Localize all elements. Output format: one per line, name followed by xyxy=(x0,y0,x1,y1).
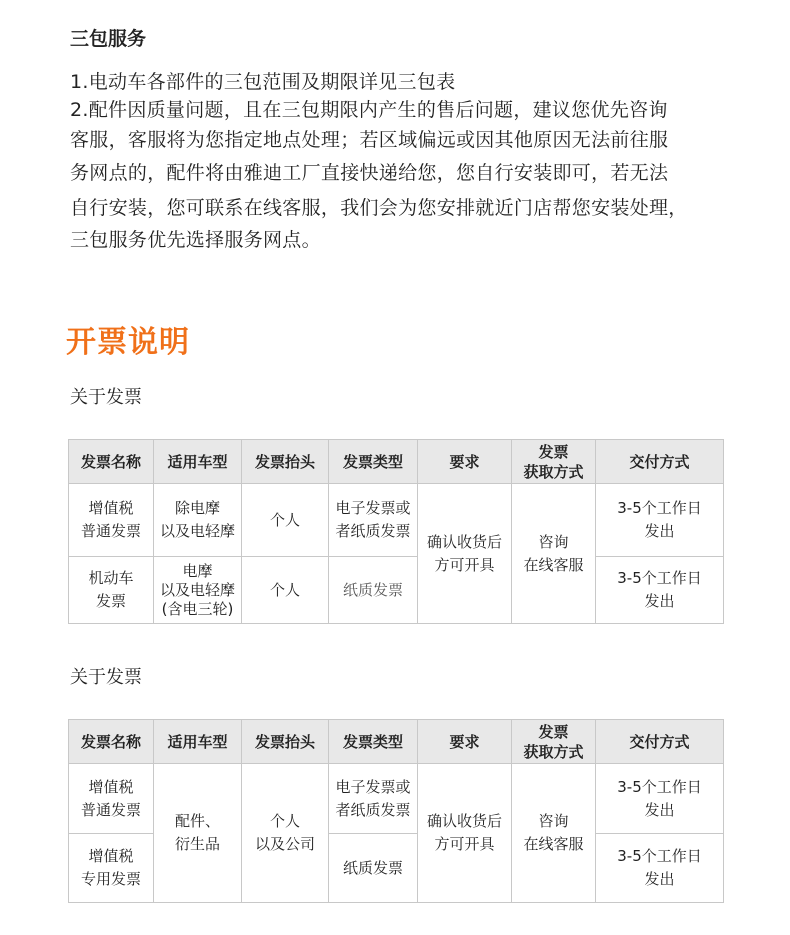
header-vehicle-type: 适用车型 xyxy=(154,720,242,764)
header-requirement: 要求 xyxy=(418,720,512,764)
invoice-table-accessories xyxy=(68,719,724,903)
cell-requirement: 确认收货后 方可开具 xyxy=(418,764,512,903)
header-invoice-name: 发票名称 xyxy=(69,440,154,484)
cell-invoice-type: 纸质发票 xyxy=(329,834,418,903)
cell-invoice-name: 增值税 专用发票 xyxy=(69,834,154,903)
cell-delivery: 3-5个工作日 发出 xyxy=(596,484,724,557)
invoice-heading: 开票说明 xyxy=(66,325,190,360)
cell-invoice-name: 增值税 普通发票 xyxy=(69,484,154,557)
invoice-table-vehicles xyxy=(68,439,724,624)
header-delivery: 交付方式 xyxy=(596,720,724,764)
cell-invoice-type: 电子发票或 者纸质发票 xyxy=(329,484,418,557)
header-vehicle-type: 适用车型 xyxy=(154,440,242,484)
header-invoice-title: 发票抬头 xyxy=(242,720,329,764)
cell-invoice-title: 个人 以及公司 xyxy=(242,764,329,903)
cell-invoice-type: 电子发票或 者纸质发票 xyxy=(329,764,418,834)
header-get-method: 发票 获取方式 xyxy=(512,440,596,484)
cell-invoice-name: 增值税 普通发票 xyxy=(69,764,154,834)
cell-invoice-title: 个人 xyxy=(242,557,329,624)
cell-invoice-name: 机动车 发票 xyxy=(69,557,154,624)
cell-delivery: 3-5个工作日 发出 xyxy=(596,557,724,624)
warranty-line: 自行安装，您可联系在线客服，我们会为您安排就近门店帮您安装处理， xyxy=(70,197,688,219)
header-delivery: 交付方式 xyxy=(596,440,724,484)
header-invoice-name: 发票名称 xyxy=(69,720,154,764)
cell-invoice-type: 纸质发票 xyxy=(329,557,418,624)
table1-subtitle: 关于发票 xyxy=(70,387,142,408)
table2-subtitle: 关于发票 xyxy=(70,667,142,688)
header-invoice-title: 发票抬头 xyxy=(242,440,329,484)
header-invoice-type: 发票类型 xyxy=(329,440,418,484)
warranty-line: 务网点的，配件将由雅迪工厂直接快递给您，您自行安装即可，若无法 xyxy=(70,162,669,184)
header-get-method: 发票 获取方式 xyxy=(512,720,596,764)
cell-vehicle-type: 配件、 衍生品 xyxy=(154,764,242,903)
cell-get-method: 咨询 在线客服 xyxy=(512,764,596,903)
warranty-line: 三包服务优先选择服务网点。 xyxy=(70,229,321,251)
cell-vehicle-type: 电摩 以及电轻摩 (含电三轮) xyxy=(154,557,242,624)
cell-requirement: 确认收货后 方可开具 xyxy=(418,484,512,624)
cell-delivery: 3-5个工作日 发出 xyxy=(596,764,724,834)
warranty-line: 1.电动车各部件的三包范围及期限详见三包表 xyxy=(70,71,456,93)
cell-invoice-title: 个人 xyxy=(242,484,329,557)
header-invoice-type: 发票类型 xyxy=(329,720,418,764)
header-requirement: 要求 xyxy=(418,440,512,484)
warranty-line: 客服，客服将为您指定地点处理；若区域偏远或因其他原因无法前往服 xyxy=(70,129,669,151)
warranty-line: 2.配件因质量问题，且在三包期限内产生的售后问题，建议您优先咨询 xyxy=(70,99,668,121)
cell-get-method: 咨询 在线客服 xyxy=(512,484,596,624)
cell-delivery: 3-5个工作日 发出 xyxy=(596,834,724,903)
cell-vehicle-type: 除电摩 以及电轻摩 xyxy=(154,484,242,557)
warranty-title: 三包服务 xyxy=(70,28,147,50)
